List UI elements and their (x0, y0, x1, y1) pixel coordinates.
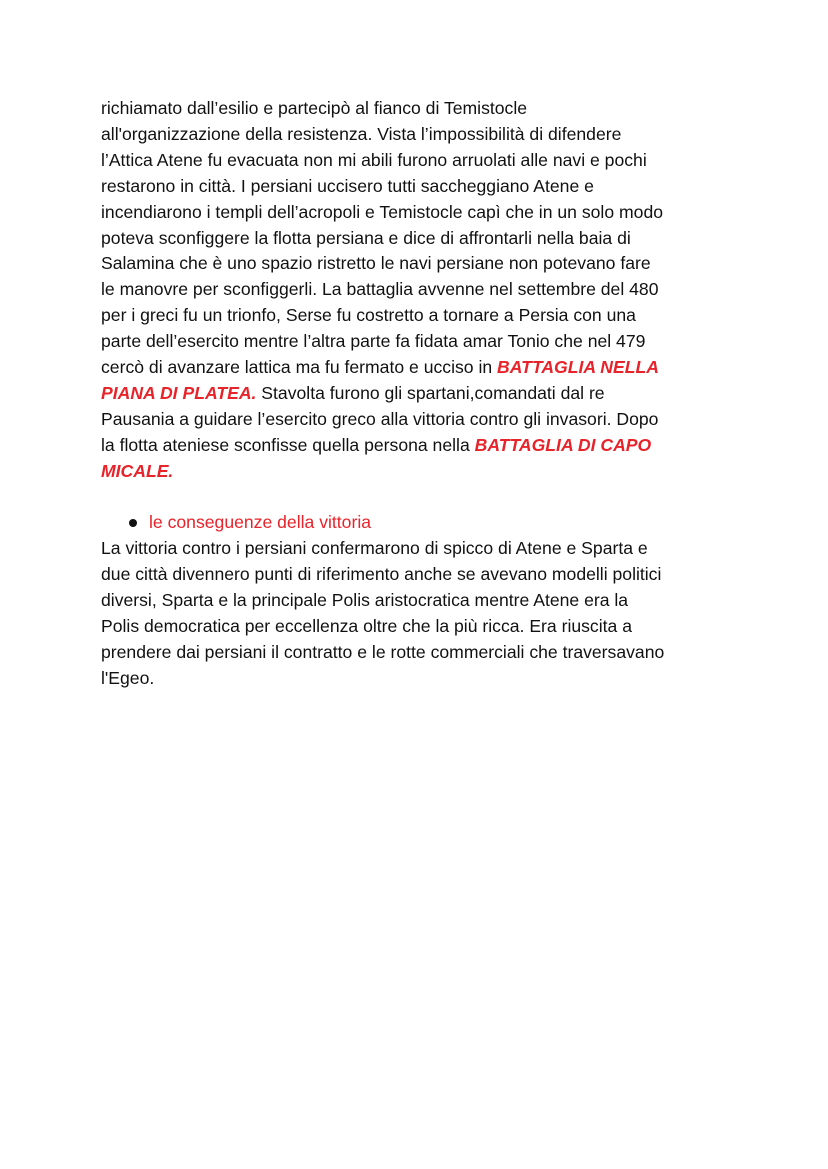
paragraph-battles-text-2: Stavolta furono gli spartani,comandati dal re Pausania a guidare l’esercito greco alla vittoria contro gli invasori. Dopo la flotta ateniese sconfisse quella persona nella (101, 382, 659, 455)
paragraph-battles-text-1: richiamato dall’esilio e partecipò al fianco di Temistocle all'organizzazione della resistenza. Vista l’impossibilità di difendere l’Attica Atene fu evacuata non mi abili furono arruolati alle navi e pochi restarono in città. I persiani uccisero tutti saccheggiano Atene e incendiarono i templi dell’acropoli e Temistocle capì che in un solo modo poteva sconfiggere la flotta persiana e dice di affrontarli nella baia di Salamina che è uno spazio ristretto le navi persiane non potevano fare le manovre per sconfiggerli. La battaglia avvenne nel settembre del 480 per i greci fu un trionfo, Serse fu costretto a tornare a Persia con una parte dell’esercito mentre l’altra parte fa fidata amar Tonio che nel 479 cercò di avanzare lattica ma fu fermato e ucciso in (101, 98, 664, 378)
highlight-battaglia-platea: BATTAGLIA NELLA PIANA DI PLATEA. (101, 357, 659, 403)
paragraph-battles (101, 96, 741, 485)
bullet-heading: le conseguenze della vittoria (149, 512, 372, 533)
document-body (101, 96, 741, 692)
highlight-battaglia-micale: BATTAGLIA DI CAPO MICALE. (101, 434, 652, 481)
bullet-item-conseguenze (101, 510, 741, 536)
paragraph-consequences: La vittoria contro i persiani confermarono di spicco di Atene e Sparta e due città divennero punti di riferimento anche se avevano modelli politici diversi, Sparta e la principale Polis aristocratica mentre Atene era la Polis democratica per eccellenza oltre che la più ricca. Era riuscita a prendere dai persiani il contratto e le rotte commerciali che traversavano l'Egeo. (101, 538, 665, 688)
bullet-dot-icon (129, 519, 137, 527)
